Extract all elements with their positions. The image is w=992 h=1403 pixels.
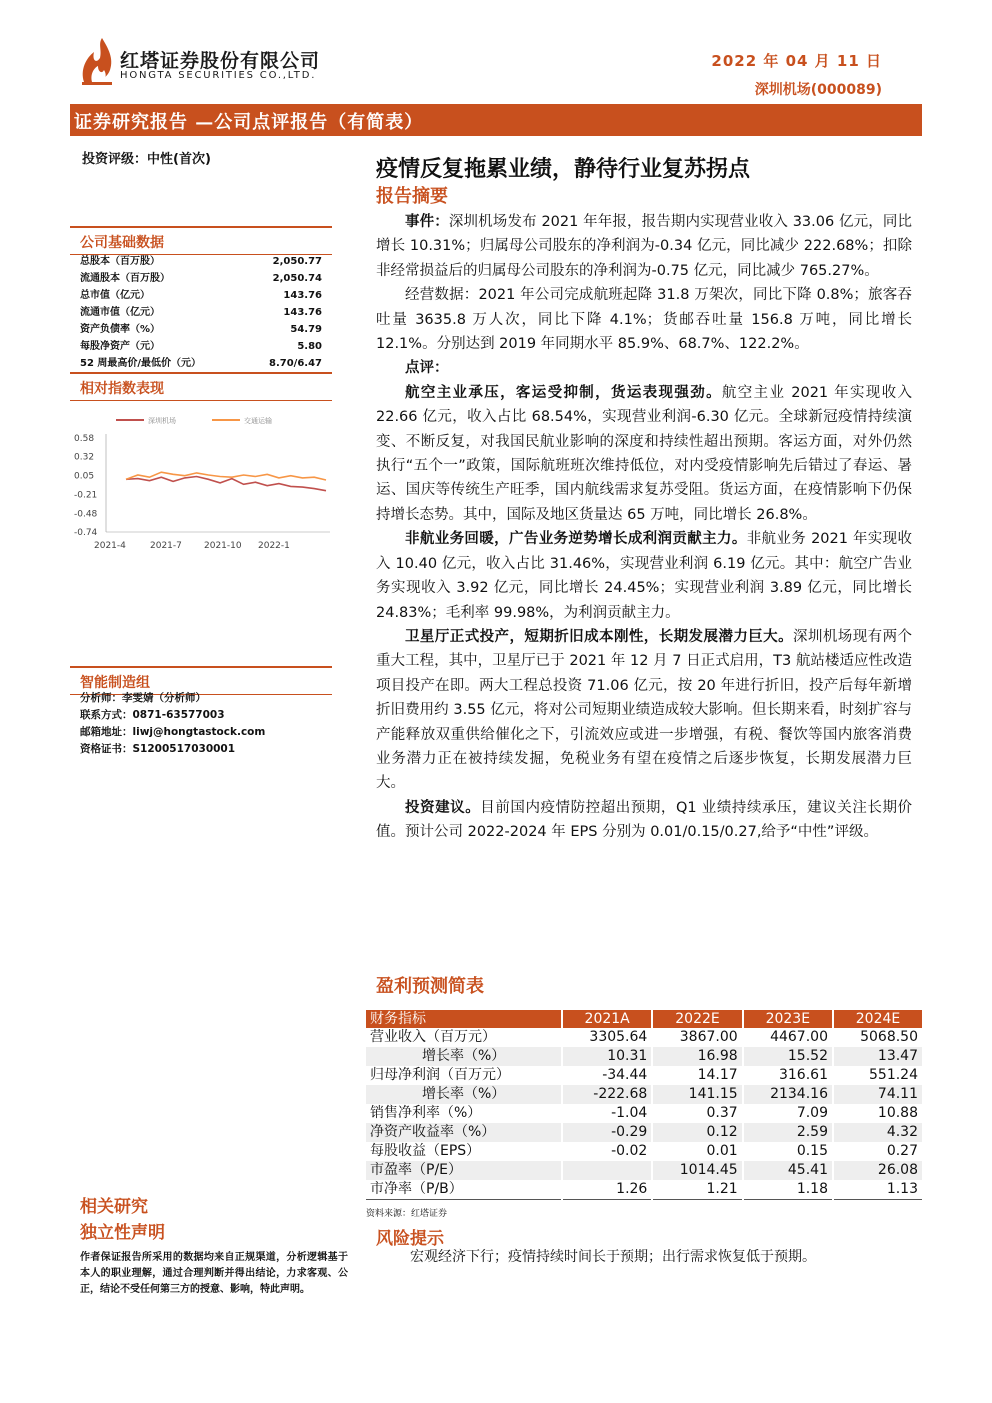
x-tick-label: 2021-7 (150, 541, 182, 551)
stock-name: 深圳机场(000089) (754, 82, 882, 98)
analyst-email[interactable]: 邮箱地址：liwj@hongtastock.com (80, 726, 266, 738)
basic-data-row: 资产负债率（%） 54.79 (80, 324, 322, 335)
y-tick-label: 0.58 (74, 434, 95, 444)
basic-data-row: 流通股本（百万股） 2,050.74 (80, 273, 322, 284)
forecast-row: 净资产收益率（%） -0.29 0.12 2.59 4.32 (366, 1123, 922, 1142)
analyst-name: 分析师：李雯婧（分析师） (80, 692, 206, 704)
flame-logo-icon (78, 36, 118, 86)
risk-title: 风险提示 (376, 1229, 444, 1249)
investment-advice-paragraph: 投资建议。目前国内疫情防控超出预期，Q1 业绩持续承压，建议关注长期价值。预计公司 2022-2024 年 EPS 分别为 0.01/0.15/0.27,给予“中性”评级。 (376, 799, 913, 841)
report-body (376, 210, 912, 845)
legend-label: 交通运输 (244, 417, 272, 425)
basic-data-row: 52 周最高价/最低价（元） 8.70/6.47 (80, 358, 322, 369)
y-tick-label: -0.74 (74, 528, 98, 538)
risk-text: 宏观经济下行；疫情持续时间长于预期；出行需求恢复低于预期。 (410, 1249, 816, 1265)
company-name-cn: 红塔证券股份有限公司 (120, 50, 321, 72)
forecast-row: 市净率（P/B） 1.26 1.21 1.18 1.13 (366, 1180, 922, 1200)
satellite-paragraph: 卫星厅正式投产，短期折旧成本刚性，长期发展潜力巨大。深圳机场现有两个重大工程，其中，卫星厅已于 2021 年 12 月 7 日正式启用，T3 航站楼适应性改造项目投产在即。两大工程总投资 71.06 亿元，按 20 年进行折旧，投产后每年新增折旧费用约 3.55 亿元，将对公司短期业绩造成较大影响。但长期来看，时刻扩容与产能释放双重供给催化之下，引流效应或进一步增强，有税、餐饮等国内旅客消费业务潜力正在被持续发掘，免税业务有望在疫情之后逐步恢复，长期发展潜力巨大。 (376, 628, 913, 792)
aviation-paragraph: 航空主业承压，客运受抑制，货运表现强劲。航空主业 2021 年实现收入 22.66 亿元，收入占比 68.54%，实现营业利润-6.30 亿元。全球新冠疫情持续演变、不断反复，对我国民航业影响的深度和持续性超出预期。客运方面，对外仍然执行“五个一”政策，国际航班班次维持低位，对内受疫情影响先后错过了春运、暑运、国庆等传统生产旺季，国内航线需求复苏受阻。货运方面，在疫情影响下仍保持增长态势。其中，国际及地区货量达 65 万吨，同比增长 26.8%。 (376, 384, 912, 523)
company-name-en: HONGTA SECURITIES CO.,LTD. (120, 70, 317, 81)
y-tick-label: -0.48 (74, 509, 98, 520)
relative-index-title: 相对指数表现 (70, 372, 332, 401)
forecast-header-row: 财务指标 2021A 2022E 2023E 2024E (366, 1010, 922, 1028)
forecast-row: 增长率（%） -222.68 141.15 2134.16 74.11 (366, 1085, 922, 1104)
basic-data-row: 每股净资产（元） 5.80 (80, 341, 322, 352)
report-title: 疫情反复拖累业绩，静待行业复苏拐点 (376, 156, 751, 182)
forecast-table (366, 1010, 922, 1200)
forecast-row: 增长率（%） 10.31 16.98 15.52 13.47 (366, 1047, 922, 1066)
basic-data-title: 公司基础数据 (70, 226, 332, 255)
independence-title: 独立性声明 (80, 1223, 165, 1243)
analyst-cert: 资格证书：S1200517030001 (80, 743, 236, 755)
forecast-row: 市盈率（P/E） 1014.45 45.41 26.08 (366, 1161, 922, 1180)
basic-data-table (80, 253, 322, 372)
operation-paragraph: 经营数据：2021 年公司完成航班起降 31.8 万架次，同比下降 0.8%；旅客吞吐量 3635.8 万人次，同比下降 4.1%；货邮吞吐量 156.8 万吨，同比增长 12.1%。分别达到 2019 年同期水平 85.9%、68.7%、122.2%。 (376, 287, 912, 353)
basic-data-row: 总市值（亿元） 143.76 (80, 290, 322, 301)
relative-index-chart (72, 406, 332, 556)
y-tick-label: 0.32 (74, 452, 95, 463)
x-tick-label: 2021-4 (94, 541, 126, 551)
basic-data-row: 流通市值（亿元） 143.76 (80, 307, 322, 318)
related-research-title: 相关研究 (80, 1197, 148, 1217)
abstract-title: 报告摘要 (376, 186, 448, 207)
non-aviation-paragraph: 非航业务回暖，广告业务逆势增长成利润贡献主力。非航业务 2021 年实现收入 10.40 亿元，收入占比 31.46%，实现营业利润 6.19 亿元。其中：航空广告业务实现收入 3.92 亿元，同比增长 24.45%；实现营业利润 3.89 亿元，同比增长 24.83%；毛利率 99.98%，为利润贡献主力。 (376, 531, 913, 621)
forecast-row: 营业收入（百万元） 3305.64 3867.00 4467.00 5068.50 (366, 1028, 922, 1047)
forecast-row: 每股收益（EPS） -0.02 0.01 0.15 0.27 (366, 1142, 922, 1161)
series-line (126, 477, 326, 491)
forecast-source: 资料来源：红塔证券 (366, 1209, 448, 1219)
report-type-banner: 证券研究报告 —公司点评报告（有简表） (70, 104, 922, 136)
analyst-phone: 联系方式：0871-63577003 (80, 709, 225, 721)
x-tick-label: 2021-10 (204, 541, 242, 551)
analyst-contact (80, 690, 265, 758)
company-logo (78, 36, 338, 88)
related-block (80, 1194, 165, 1246)
investment-rating: 投资评级：中性(首次) (82, 152, 211, 167)
forecast-row: 归母净利润（百万元） -34.44 14.17 316.61 551.24 (366, 1066, 922, 1085)
y-tick-label: 0.05 (74, 471, 95, 482)
basic-data-row: 总股本（百万股） 2,050.77 (80, 256, 322, 267)
legend-label: 深圳机场 (148, 417, 176, 425)
independence-statement: 作者保证报告所采用的数据均来自正规渠道，分析逻辑基于本人的职业理解，通过合理判断并得出结论，力求客观、公正，结论不受任何第三方的授意、影响，特此声明。 (80, 1252, 348, 1295)
y-tick-label: -0.21 (74, 490, 98, 501)
forecast-title: 盈利预测简表 (376, 976, 484, 997)
x-tick-label: 2022-1 (258, 541, 290, 551)
report-date: 2022 年 04 月 11 日 (711, 52, 882, 70)
event-paragraph: 事件：深圳机场发布 2021 年年报，报告期内实现营业收入 33.06 亿元，同比增长 10.31%；归属母公司股东的净利润为-0.34 亿元，同比减少 222.68%；扣除非经常损益后的归属母公司股东的净利润为-0.75 亿元，同比减少 765.27%。 (376, 214, 912, 279)
forecast-row: 销售净利率（%） -1.04 0.37 7.09 10.88 (366, 1104, 922, 1123)
team-title: 智能制造组 (70, 666, 332, 695)
comment-label: 点评： (405, 360, 449, 377)
line-chart (72, 406, 332, 556)
report-meta (711, 50, 882, 99)
